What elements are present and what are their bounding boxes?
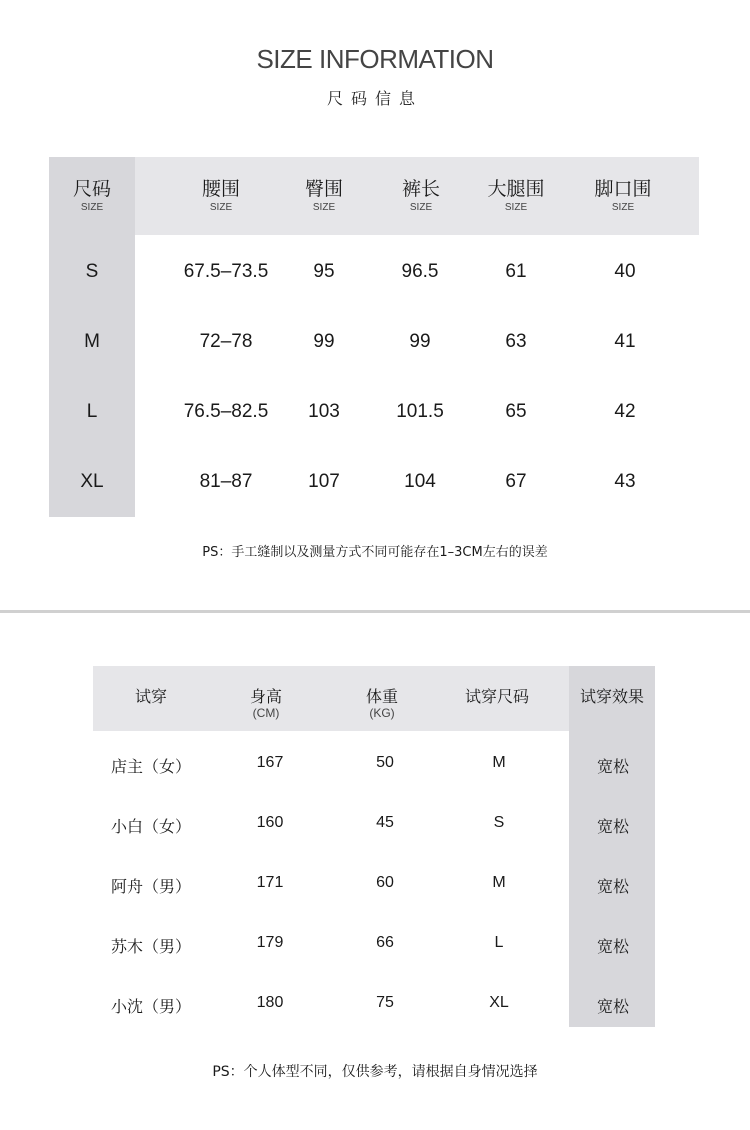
- header-label: 体重: [365, 687, 399, 706]
- header-label: 臀围: [304, 178, 344, 200]
- cell-waist: 67.5–73.5: [183, 261, 269, 282]
- header-label: 尺码: [72, 178, 112, 200]
- cell-size: L: [86, 401, 98, 422]
- cell-size: XL: [80, 471, 104, 492]
- cell-size: S: [85, 261, 99, 282]
- cell-length: 99: [409, 331, 431, 352]
- cell-fit: 宽松: [596, 937, 630, 956]
- header-label: 大腿围: [487, 178, 545, 200]
- cell-tried-size: L: [494, 934, 504, 951]
- header-hem: [594, 177, 651, 215]
- cell-hem: 43: [614, 471, 636, 492]
- cell-height: 171: [256, 874, 284, 891]
- cell-height: 167: [256, 754, 284, 771]
- cell-fit: 宽松: [596, 997, 630, 1016]
- header-unit: (KG): [369, 706, 395, 720]
- cell-weight: 50: [376, 754, 394, 771]
- cell-thigh: 67: [505, 471, 527, 492]
- header-label: 身高: [249, 687, 283, 706]
- cell-tried-size: S: [493, 814, 505, 831]
- header-sub: SIZE: [209, 202, 233, 213]
- header-waist: [202, 177, 240, 215]
- title-en: SIZE INFORMATION: [256, 44, 494, 74]
- cell-length: 104: [404, 471, 436, 492]
- cell-waist: 81–87: [199, 471, 253, 492]
- header-sub: SIZE: [409, 202, 433, 213]
- cell-tester: 苏木（男）: [110, 937, 192, 956]
- cell-size: M: [84, 331, 100, 352]
- cell-weight: 66: [376, 934, 394, 951]
- header-unit: (CM): [252, 706, 280, 720]
- try-on-table: [93, 666, 655, 1027]
- cell-hem: 40: [614, 261, 636, 282]
- cell-weight: 60: [376, 874, 394, 891]
- title-zh: 尺码信息: [326, 89, 423, 108]
- header-label: 裤长: [401, 178, 441, 200]
- section-divider: [0, 610, 750, 613]
- cell-waist: 72–78: [199, 331, 253, 352]
- header-sub: SIZE: [611, 202, 635, 213]
- cell-hip: 99: [313, 331, 335, 352]
- header-size: [73, 177, 111, 215]
- header-thigh: [487, 177, 544, 215]
- cell-fit: 宽松: [596, 877, 630, 896]
- header-weight: [366, 687, 398, 720]
- cell-height: 179: [256, 934, 284, 951]
- cell-thigh: 65: [505, 401, 527, 422]
- cell-length: 101.5: [396, 401, 444, 422]
- cell-hip: 107: [308, 471, 340, 492]
- cell-hem: 42: [614, 401, 636, 422]
- header-label: 试穿: [134, 687, 168, 706]
- cell-weight: 45: [376, 814, 394, 831]
- header-label: 脚口围: [594, 178, 652, 200]
- cell-length: 96.5: [401, 261, 439, 282]
- cell-height: 160: [256, 814, 284, 831]
- cell-thigh: 61: [505, 261, 527, 282]
- cell-tester: 店主（女）: [110, 757, 192, 776]
- cell-tried-size: M: [492, 874, 506, 891]
- cell-thigh: 63: [505, 331, 527, 352]
- header-sub: SIZE: [80, 202, 104, 213]
- header-sub: SIZE: [504, 202, 528, 213]
- cell-hem: 41: [614, 331, 636, 352]
- header-label: 腰围: [201, 178, 241, 200]
- header-length: [402, 177, 440, 215]
- cell-tester: 小沈（男）: [110, 997, 192, 1016]
- header-label: 试穿效果: [579, 687, 645, 706]
- cell-weight: 75: [376, 994, 394, 1011]
- header-fit: [580, 687, 644, 707]
- cell-tried-size: M: [492, 754, 506, 771]
- cell-tester: 小白（女）: [110, 817, 192, 836]
- cell-height: 180: [256, 994, 284, 1011]
- size-table: [49, 157, 699, 517]
- cell-tester: 阿舟（男）: [110, 877, 192, 896]
- cell-hip: 103: [308, 401, 340, 422]
- try-table-fit-column-bg: [569, 666, 655, 1027]
- reference-note: PS：个人体型不同，仅供参考，请根据自身情况选择: [212, 1064, 538, 1080]
- cell-fit: 宽松: [596, 817, 630, 836]
- header-tester: [135, 687, 167, 707]
- header-tried-size: [465, 687, 529, 707]
- header-hip: [305, 177, 343, 215]
- header-label: 试穿尺码: [464, 687, 530, 706]
- cell-tried-size: XL: [489, 994, 509, 1011]
- cell-waist: 76.5–82.5: [183, 401, 269, 422]
- measurement-note: PS：手工缝制以及测量方式不同可能存在1–3CM左右的误差: [202, 545, 548, 560]
- cell-fit: 宽松: [596, 757, 630, 776]
- header-height: [250, 687, 282, 720]
- header-sub: SIZE: [312, 202, 336, 213]
- cell-hip: 95: [313, 261, 335, 282]
